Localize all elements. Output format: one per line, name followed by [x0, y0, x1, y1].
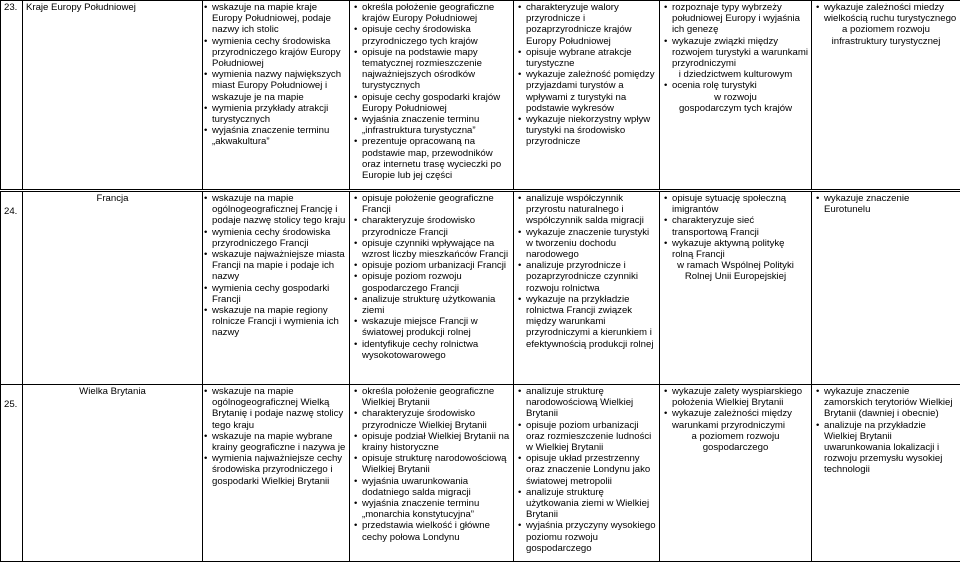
topic-name: Francja — [23, 192, 203, 385]
list-item: • charakteryzuje walory przyrodnicze i pozaprzyrodnicze krajów Europy Południowej — [517, 2, 656, 47]
list-item: • opisuje poziom rozwoju gospodarczego Francji — [353, 271, 510, 293]
topic-name: Kraje Europy Południowej — [23, 1, 203, 190]
list-item: w ramach Wspólnej Polityki Rolnej Unii Europejskiej — [663, 260, 808, 282]
requirements-cell — [812, 385, 960, 562]
list-item: a poziomem rozwoju gospodarczego — [663, 431, 808, 453]
requirements-cell — [812, 1, 960, 190]
list-item: a poziomem rozwoju infrastruktury turystycznej — [815, 24, 957, 46]
list-item: • wskazuje na mapie kraje Europy Południowej, podaje nazwy ich stolic — [203, 2, 346, 36]
list-item: • wskazuje na mapie ogólnogeograficznej Wielką Brytanię i podaje nazwę stolicy tego kraju — [203, 386, 346, 431]
list-item: • analizuje przyrodnicze i pozaprzyrodnicze czynniki rozwoju rolnictwa — [517, 260, 656, 294]
row-number: 24. — [1, 192, 23, 385]
list-item: • opisuje poziom urbanizacji oraz rozmieszczenie ludności w Wielkiej Brytanii — [517, 420, 656, 454]
list-item: • wymienia nazwy największych miast Europy Południowej i wskazuje je na mapie — [203, 69, 346, 103]
list-item: • opisuje cechy środowiska przyrodniczego tych krajów — [353, 24, 510, 46]
list-item: • określa położenie geograficzne Wielkiej Brytanii — [353, 386, 510, 408]
list-item: • wykazuje znaczenie zamorskich terytoriów Wielkiej Brytanii (dawniej i obecnie) — [815, 386, 957, 420]
list-item: • wymienia cechy gospodarki Francji — [203, 283, 346, 305]
requirements-cell — [203, 385, 350, 562]
list-item: • analizuje współczynnik przyrostu naturalnego i współczynnik salda migracji — [517, 193, 656, 227]
list-item: • wymienia przykłady atrakcji turystycznych — [203, 103, 346, 125]
list-item: • opisuje na podstawie mapy tematycznej rozmieszczenie najważniejszych ośrodków turystycznych — [353, 47, 510, 92]
list-item: • wykazuje zależność pomiędzy przyjazdami turystów a wpływami z turystyki na podstawie wykresów — [517, 69, 656, 114]
list-item: • opisuje położenie geograficzne Francji — [353, 193, 510, 215]
list-item: • wykazuje aktywną politykę rolną Francji — [663, 238, 808, 260]
list-item: • wskazuje na mapie regiony rolnicze Francji i wymienia ich nazwy — [203, 305, 346, 339]
list-item: • przedstawia wielkość i główne cechy połowa Londynu — [353, 520, 510, 542]
list-item: • wskazuje na mapie ogólnogeograficznej Francję i podaje nazwę stolicy tego kraju — [203, 193, 346, 227]
table-row — [1, 385, 960, 562]
list-item: • ocenia rolę turystyki — [663, 80, 808, 91]
list-item: • wymienia cechy środowiska przyrodniczego krajów Europy Południowej — [203, 36, 346, 70]
list-item: • wskazuje na mapie wybrane krainy geograficzne i nazywa je — [203, 431, 346, 453]
list-item: • opisuje strukturę narodowościową Wielkiej Brytanii — [353, 453, 510, 475]
list-item: • wyjaśnia znaczenie terminu „monarchia konstytucyjna” — [353, 498, 510, 520]
list-item: • wykazuje związki między rozwojem turystyki a warunkami przyrodniczymi — [663, 36, 808, 70]
list-item: • opisuje cechy gospodarki krajów Europy Południowej — [353, 92, 510, 114]
requirements-cell — [514, 1, 660, 190]
list-item: • wyjaśnia przyczyny wysokiego poziomu rozwoju gospodarczego — [517, 520, 656, 554]
topic-name: Wielka Brytania — [23, 385, 203, 562]
list-item: • wymienia najważniejsze cechy środowiska przyrodniczego i gospodarki Wielkiej Brytanii — [203, 453, 346, 487]
list-item: • identyfikuje cechy rolnictwa wysokotowarowego — [353, 339, 510, 361]
requirements-cell — [203, 1, 350, 190]
list-item: • opisuje układ przestrzenny oraz znaczenie Londynu jako światowej metropolii — [517, 453, 656, 487]
list-item: • wykazuje znaczenie turystyki w tworzeniu dochodu narodowego — [517, 227, 656, 261]
list-item: • charakteryzuje środowisko przyrodnicze Francji — [353, 215, 510, 237]
list-item: • rozpoznaje typy wybrzeży południowej Europy i wyjaśnia ich genezę — [663, 2, 808, 36]
requirements-cell — [350, 385, 514, 562]
requirements-cell — [660, 385, 812, 562]
list-item: • charakteryzuje środowisko przyrodnicze Wielkiej Brytanii — [353, 408, 510, 430]
list-item: • analizuje strukturę narodowościową Wielkiej Brytanii — [517, 386, 656, 420]
list-item: • opisuje wybrane atrakcje turystyczne — [517, 47, 656, 69]
list-item: • wskazuje najważniejsze miasta Francji na mapie i podaje ich nazwy — [203, 249, 346, 283]
requirements-cell — [350, 1, 514, 190]
list-item: gospodarczym tych krajów — [663, 103, 808, 114]
list-item: • wykazuje na przykładzie rolnictwa Francji związek między warunkami przyrodniczymi a kierunkiem i efektywnością produkcji rolnej — [517, 294, 656, 350]
list-item: • analizuje strukturę użytkowania ziemi w Wielkiej Brytanii — [517, 487, 656, 521]
list-item: • wyjaśnia znaczenie terminu „akwakultura” — [203, 125, 346, 147]
list-item: w rozwoju — [663, 92, 808, 103]
list-item: • wymienia cechy środowiska przyrodniczego Francji — [203, 227, 346, 249]
list-item: • wykazuje znaczenie Eurotunelu — [815, 193, 957, 215]
list-item: • wykazuje zależności miedzy wielkością ruchu turystycznego — [815, 2, 957, 24]
list-item: • wyjaśnia uwarunkowania dodatniego salda migracji — [353, 476, 510, 498]
list-item: • opisuje podział Wielkiej Brytanii na krainy historyczne — [353, 431, 510, 453]
list-item: • wskazuje miejsce Francji w światowej produkcji rolnej — [353, 316, 510, 338]
list-item: • wykazuje zalety wyspiarskiego położenia Wielkiej Brytanii — [663, 386, 808, 408]
list-item: • charakteryzuje sieć transportową Francji — [663, 215, 808, 237]
requirements-cell — [812, 192, 960, 385]
row-number: 25. — [1, 385, 23, 562]
requirements-cell — [514, 385, 660, 562]
requirements-cell — [514, 192, 660, 385]
table-row — [1, 1, 960, 190]
requirements-cell — [350, 192, 514, 385]
requirements-cell — [203, 192, 350, 385]
list-item: i dziedzictwem kulturowym — [663, 69, 808, 80]
list-item: • wykazuje niekorzystny wpływ turystyki na środowisko przyrodnicze — [517, 114, 656, 148]
list-item: • określa położenie geograficzne krajów Europy Południowej — [353, 2, 510, 24]
list-item: • analizuje strukturę użytkowania ziemi — [353, 294, 510, 316]
list-item: • opisuje poziom urbanizacji Francji — [353, 260, 510, 271]
table-row — [1, 192, 960, 385]
requirements-cell — [660, 1, 812, 190]
requirements-cell — [660, 192, 812, 385]
list-item: • opisuje czynniki wpływające na wzrost liczby mieszkańców Francji — [353, 238, 510, 260]
list-item: • opisuje sytuację społeczną imigrantów — [663, 193, 808, 215]
row-number: 23. — [1, 1, 23, 190]
list-item: • analizuje na przykładzie Wielkiej Brytanii uwarunkowania lokalizacji i rozwoju przemysłu wysokiej technologii — [815, 420, 957, 476]
list-item: • wykazuje zależności między warunkami przyrodniczymi — [663, 408, 808, 430]
list-item: • prezentuje opracowaną na podstawie map, przewodników oraz internetu trasę wycieczki po Europie lub jej części — [353, 136, 510, 181]
list-item: • wyjaśnia znaczenie terminu „infrastruktura turystyczna” — [353, 114, 510, 136]
